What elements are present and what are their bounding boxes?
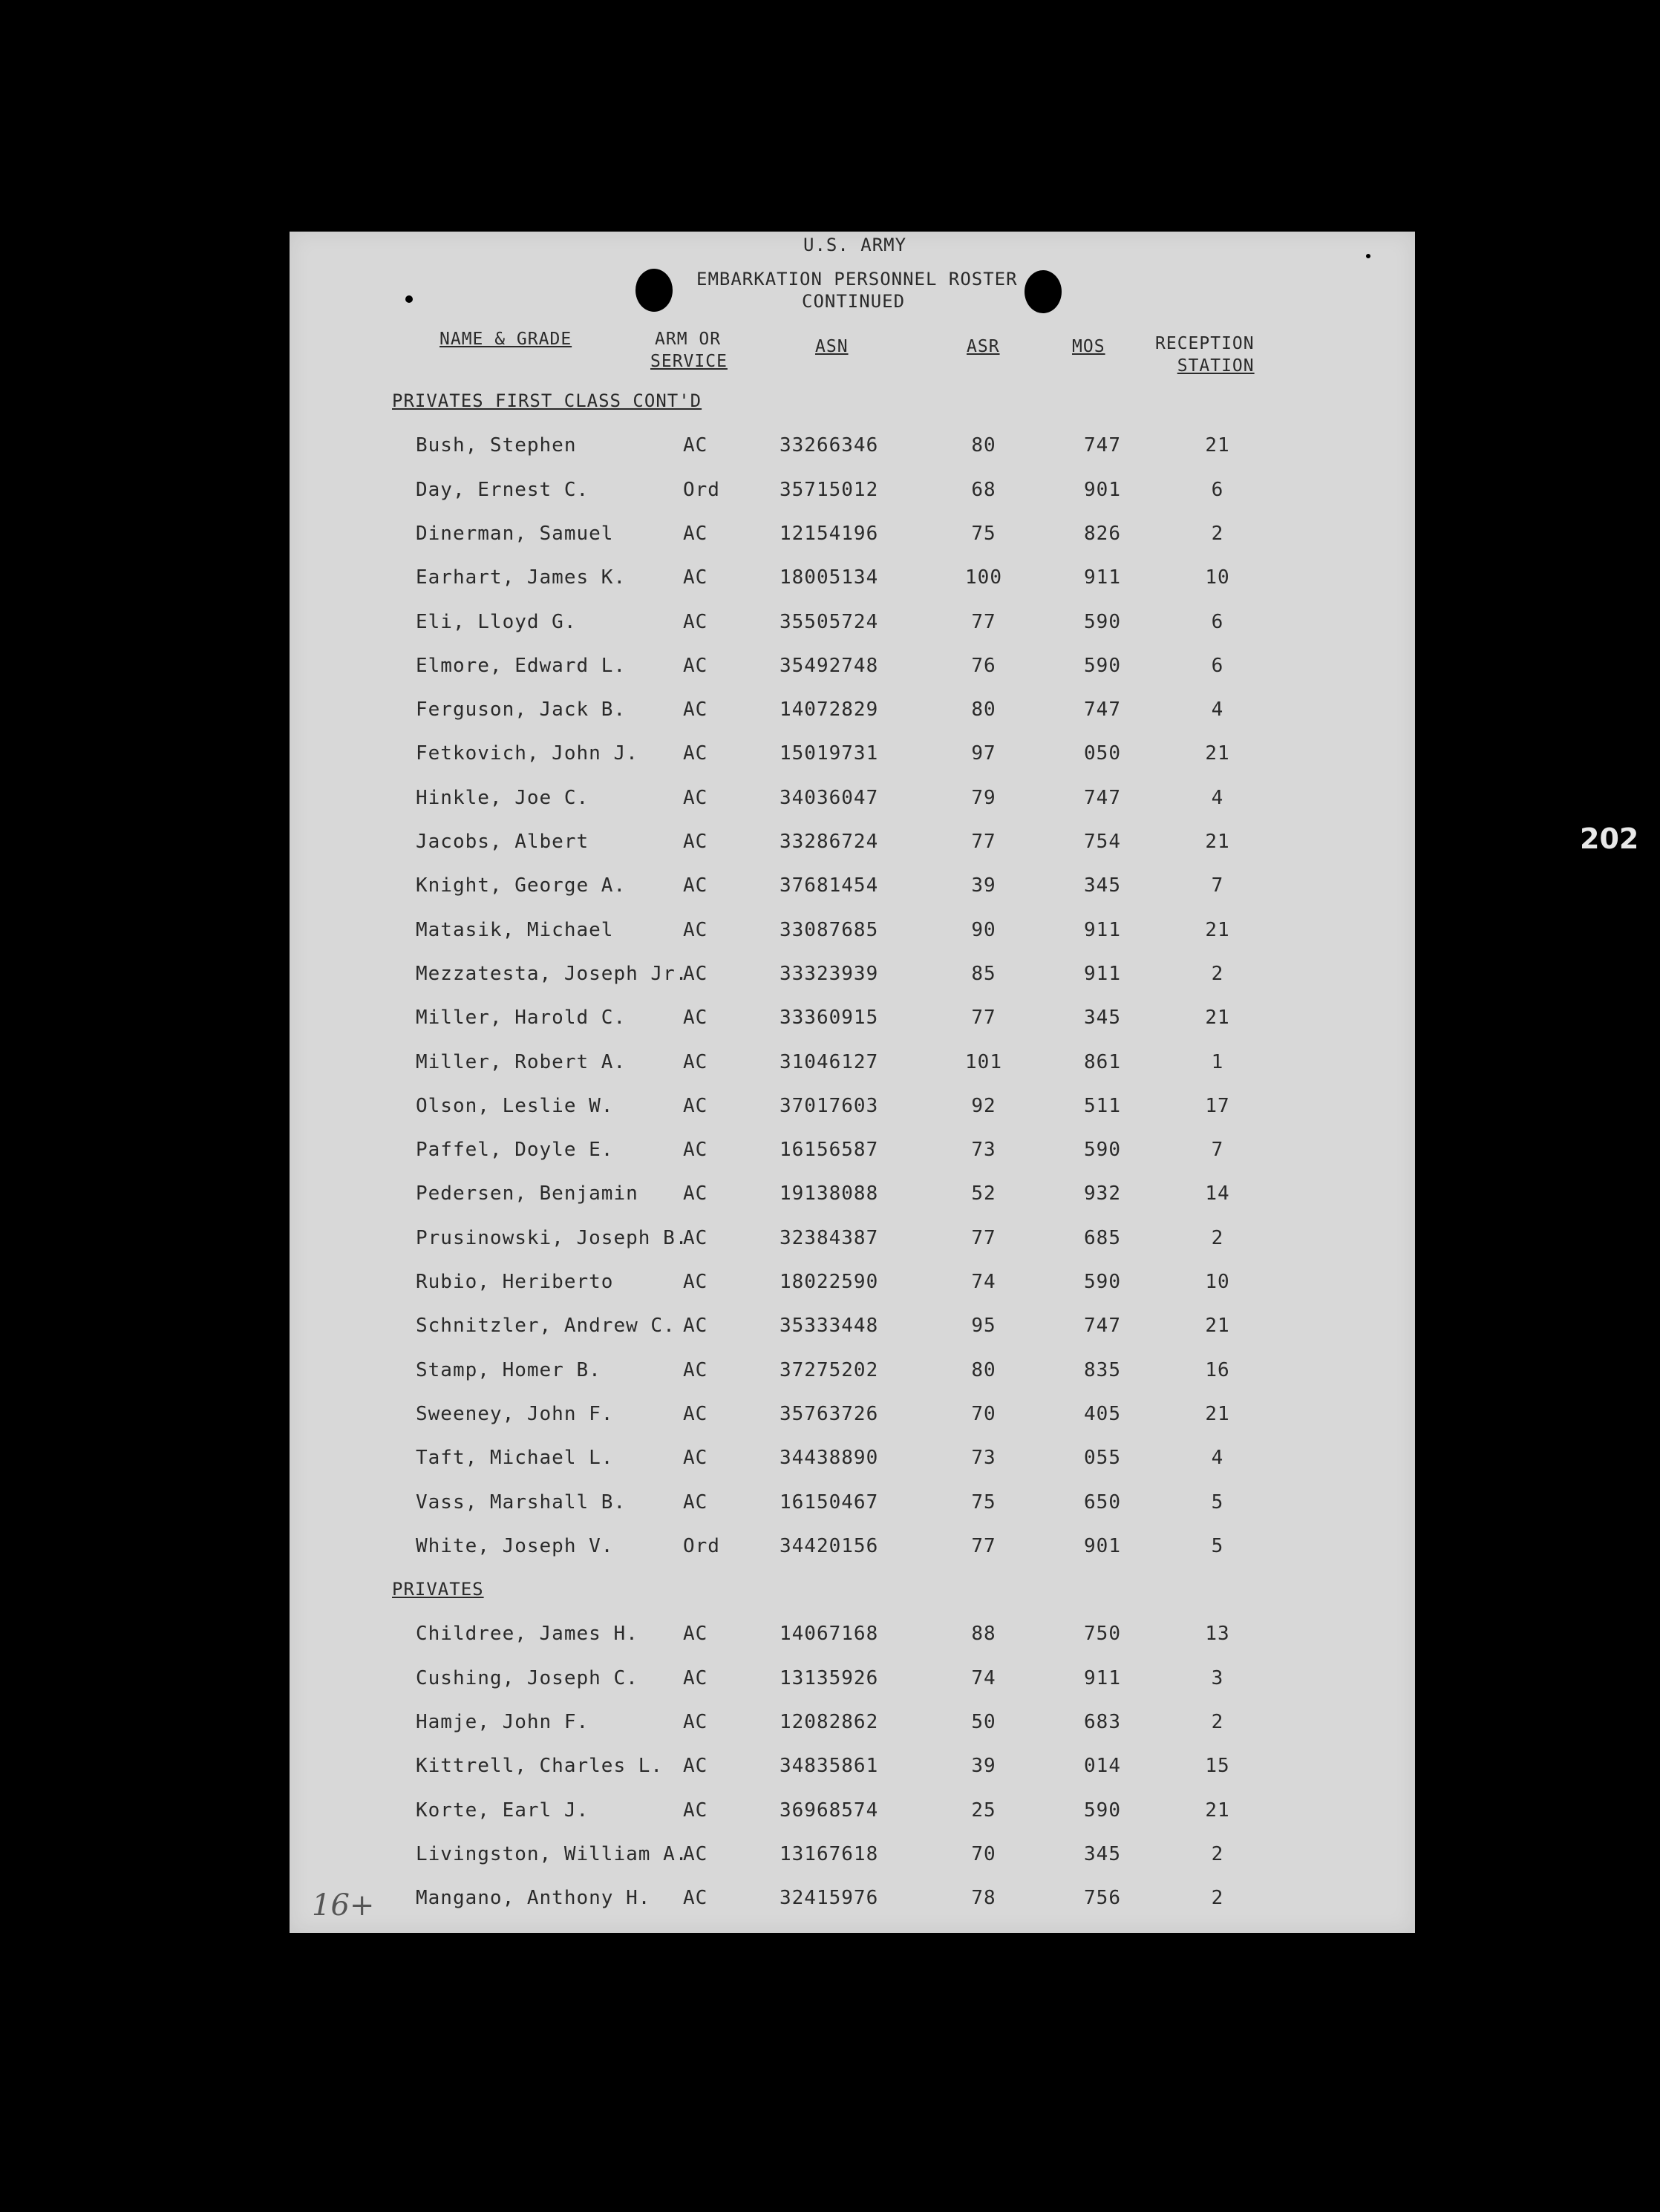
- soldier-name-grade: White, Joseph V.: [416, 1534, 614, 1557]
- reception-station: 21: [1205, 434, 1230, 457]
- asr-score: 70: [971, 1842, 996, 1865]
- soldier-name-grade: Vass, Marshall B.: [416, 1491, 627, 1514]
- reception-station: 6: [1211, 610, 1224, 633]
- asr-score: 75: [971, 1491, 996, 1514]
- reception-station: 4: [1211, 698, 1224, 721]
- soldier-name-grade: Sweeney, John F.: [416, 1402, 614, 1425]
- mos-code: 511: [1084, 1094, 1121, 1117]
- table-row: [290, 1447, 1415, 1476]
- arm-or-service: AC: [683, 786, 708, 809]
- arm-or-service: AC: [683, 1139, 708, 1162]
- army-serial-number: 35492748: [780, 654, 879, 677]
- soldier-name-grade: Pedersen, Benjamin: [416, 1182, 638, 1205]
- table-row: [290, 434, 1415, 464]
- soldier-name-grade: Jacobs, Albert: [416, 831, 589, 853]
- section-heading: PRIVATES: [392, 1579, 484, 1600]
- army-serial-number: 34420156: [780, 1534, 879, 1557]
- mos-code: 590: [1084, 1271, 1121, 1293]
- arm-or-service: AC: [683, 1842, 708, 1865]
- reception-station: 6: [1211, 654, 1224, 677]
- arm-or-service: AC: [683, 1491, 708, 1514]
- mos-code: 754: [1084, 831, 1121, 853]
- mos-code: 650: [1084, 1491, 1121, 1514]
- reception-station: 15: [1205, 1755, 1230, 1778]
- soldier-name-grade: Miller, Robert A.: [416, 1050, 627, 1073]
- asr-score: 77: [971, 1534, 996, 1557]
- arm-or-service: AC: [683, 1447, 708, 1470]
- soldier-name-grade: Day, Ernest C.: [416, 478, 589, 501]
- punch-hole-right: [1025, 270, 1062, 313]
- reception-station: 13: [1205, 1623, 1230, 1646]
- arm-or-service: AC: [683, 1007, 708, 1030]
- mos-code: 685: [1084, 1226, 1121, 1249]
- mos-code: 911: [1084, 962, 1121, 985]
- speck: [405, 295, 413, 303]
- arm-or-service: AC: [683, 1182, 708, 1205]
- reception-station: 3: [1211, 1666, 1224, 1689]
- asr-score: 100: [965, 566, 1002, 589]
- mos-code: 055: [1084, 1447, 1121, 1470]
- mos-code: 747: [1084, 786, 1121, 809]
- arm-or-service: AC: [683, 1094, 708, 1117]
- reception-station: 2: [1211, 1887, 1224, 1910]
- arm-or-service: AC: [683, 1358, 708, 1381]
- reception-station: 2: [1211, 522, 1224, 545]
- arm-or-service: AC: [683, 1623, 708, 1646]
- mos-code: 901: [1084, 478, 1121, 501]
- table-row: [290, 1271, 1415, 1300]
- asr-score: 78: [971, 1887, 996, 1910]
- table-row: [290, 919, 1415, 949]
- soldier-name-grade: Hamje, John F.: [416, 1711, 589, 1733]
- mos-code: 345: [1084, 1007, 1121, 1030]
- table-row: [290, 1491, 1415, 1521]
- arm-or-service: AC: [683, 1666, 708, 1689]
- asr-score: 75: [971, 522, 996, 545]
- soldier-name-grade: Childree, James H.: [416, 1623, 638, 1646]
- table-row: [290, 787, 1415, 817]
- army-serial-number: 18022590: [780, 1271, 879, 1293]
- table-row: [290, 1403, 1415, 1433]
- table-row: [290, 1227, 1415, 1257]
- mos-code: 747: [1084, 1315, 1121, 1338]
- punch-hole-left: [635, 269, 673, 312]
- asr-score: 50: [971, 1711, 996, 1733]
- soldier-name-grade: Taft, Michael L.: [416, 1447, 614, 1470]
- army-serial-number: 32415976: [780, 1887, 879, 1910]
- arm-or-service: AC: [683, 1887, 708, 1910]
- column-header-asn: ASN: [815, 337, 849, 356]
- asr-score: 92: [971, 1094, 996, 1117]
- reception-station: 2: [1211, 1711, 1224, 1733]
- soldier-name-grade: Schnitzler, Andrew C.: [416, 1315, 676, 1338]
- table-row: [290, 1182, 1415, 1212]
- soldier-name-grade: Dinerman, Samuel: [416, 522, 614, 545]
- asr-score: 39: [971, 874, 996, 897]
- reception-station: 21: [1205, 1007, 1230, 1030]
- reception-station: 14: [1205, 1182, 1230, 1205]
- soldier-name-grade: Cushing, Joseph C.: [416, 1666, 638, 1689]
- table-row: [290, 1007, 1415, 1036]
- army-serial-number: 34835861: [780, 1755, 879, 1778]
- asr-score: 80: [971, 1358, 996, 1381]
- reception-station: 21: [1205, 918, 1230, 941]
- soldier-name-grade: Olson, Leslie W.: [416, 1094, 614, 1117]
- army-serial-number: 33360915: [780, 1007, 879, 1030]
- reception-station: 2: [1211, 1226, 1224, 1249]
- army-serial-number: 35763726: [780, 1402, 879, 1425]
- arm-or-service: AC: [683, 918, 708, 941]
- arm-or-service: AC: [683, 522, 708, 545]
- asr-score: 95: [971, 1315, 996, 1338]
- table-row: [290, 1799, 1415, 1829]
- asr-score: 74: [971, 1271, 996, 1293]
- asr-score: 97: [971, 742, 996, 765]
- soldier-name-grade: Bush, Stephen: [416, 434, 577, 457]
- reception-station: 6: [1211, 478, 1224, 501]
- army-serial-number: 18005134: [780, 566, 879, 589]
- arm-or-service: AC: [683, 874, 708, 897]
- army-serial-number: 37017603: [780, 1094, 879, 1117]
- column-header-arm-line1: ARM OR: [655, 330, 722, 349]
- soldier-name-grade: Korte, Earl J.: [416, 1799, 589, 1822]
- reception-station: 4: [1211, 1447, 1224, 1470]
- soldier-name-grade: Mangano, Anthony H.: [416, 1887, 651, 1910]
- column-header-name-grade: NAME & GRADE: [439, 330, 572, 349]
- army-serial-number: 34036047: [780, 786, 879, 809]
- column-header-arm-service: [650, 328, 728, 373]
- mos-code: 861: [1084, 1050, 1121, 1073]
- table-row: [290, 698, 1415, 728]
- soldier-name-grade: Stamp, Homer B.: [416, 1358, 601, 1381]
- reception-station: 21: [1205, 1315, 1230, 1338]
- table-row: [290, 655, 1415, 684]
- mos-code: 911: [1084, 566, 1121, 589]
- asr-score: 80: [971, 434, 996, 457]
- arm-or-service: AC: [683, 1799, 708, 1822]
- asr-score: 77: [971, 1007, 996, 1030]
- army-serial-number: 16150467: [780, 1491, 879, 1514]
- column-header-reception-line2: STATION: [1177, 356, 1255, 376]
- arm-or-service: AC: [683, 1050, 708, 1073]
- arm-or-service: AC: [683, 1271, 708, 1293]
- army-serial-number: 34438890: [780, 1447, 879, 1470]
- asr-score: 77: [971, 831, 996, 853]
- arm-or-service: AC: [683, 434, 708, 457]
- army-serial-number: 35715012: [780, 478, 879, 501]
- table-row: [290, 963, 1415, 992]
- asr-score: 68: [971, 478, 996, 501]
- army-serial-number: 12082862: [780, 1711, 879, 1733]
- table-row: [290, 1359, 1415, 1389]
- pencil-margin-note: 16+: [312, 1888, 375, 1923]
- table-row: [290, 1711, 1415, 1741]
- soldier-name-grade: Mezzatesta, Joseph Jr.: [416, 962, 688, 985]
- reception-station: 10: [1205, 566, 1230, 589]
- table-row: [290, 1843, 1415, 1873]
- army-serial-number: 15019731: [780, 742, 879, 765]
- asr-score: 70: [971, 1402, 996, 1425]
- document-subtitle: CONTINUED: [802, 291, 906, 312]
- table-row: [290, 874, 1415, 904]
- soldier-name-grade: Rubio, Heriberto: [416, 1271, 614, 1293]
- arm-or-service: AC: [683, 742, 708, 765]
- soldier-name-grade: Knight, George A.: [416, 874, 627, 897]
- army-serial-number: 37681454: [780, 874, 879, 897]
- arm-or-service: Ord: [683, 1534, 720, 1557]
- mos-code: 050: [1084, 742, 1121, 765]
- army-serial-number: 36968574: [780, 1799, 879, 1822]
- mos-code: 932: [1084, 1182, 1121, 1205]
- table-row: [290, 611, 1415, 641]
- reception-station: 7: [1211, 1139, 1224, 1162]
- arm-or-service: AC: [683, 831, 708, 853]
- army-serial-number: 33286724: [780, 831, 879, 853]
- table-row: [290, 1667, 1415, 1697]
- document-top-title: U.S. ARMY: [803, 235, 907, 255]
- asr-score: 25: [971, 1799, 996, 1822]
- asr-score: 88: [971, 1623, 996, 1646]
- soldier-name-grade: Livingston, William A.: [416, 1842, 688, 1865]
- asr-score: 52: [971, 1182, 996, 1205]
- column-header-reception-station: [1155, 333, 1255, 377]
- asr-score: 73: [971, 1447, 996, 1470]
- soldier-name-grade: Miller, Harold C.: [416, 1007, 627, 1030]
- mos-code: 345: [1084, 874, 1121, 897]
- soldier-name-grade: Kittrell, Charles L.: [416, 1755, 664, 1778]
- table-row: [290, 742, 1415, 772]
- asr-score: 90: [971, 918, 996, 941]
- table-row: [290, 479, 1415, 508]
- army-serial-number: 13167618: [780, 1842, 879, 1865]
- soldier-name-grade: Matasik, Michael: [416, 918, 614, 941]
- arm-or-service: AC: [683, 962, 708, 985]
- reception-station: 1: [1211, 1050, 1224, 1073]
- army-serial-number: 35333448: [780, 1315, 879, 1338]
- arm-or-service: AC: [683, 610, 708, 633]
- arm-or-service: AC: [683, 1315, 708, 1338]
- soldier-name-grade: Earhart, James K.: [416, 566, 627, 589]
- arm-or-service: AC: [683, 1402, 708, 1425]
- army-serial-number: 32384387: [780, 1226, 879, 1249]
- army-serial-number: 35505724: [780, 610, 879, 633]
- army-serial-number: 12154196: [780, 522, 879, 545]
- army-serial-number: 13135926: [780, 1666, 879, 1689]
- arm-or-service: Ord: [683, 478, 720, 501]
- section-heading: PRIVATES FIRST CLASS CONT'D: [392, 390, 702, 411]
- arm-or-service: AC: [683, 1711, 708, 1733]
- table-row: [290, 1755, 1415, 1784]
- army-serial-number: 19138088: [780, 1182, 879, 1205]
- army-serial-number: 37275202: [780, 1358, 879, 1381]
- table-row: [290, 566, 1415, 596]
- reception-station: 2: [1211, 1842, 1224, 1865]
- table-row: [290, 831, 1415, 860]
- roster-page: [290, 232, 1639, 1933]
- reception-station: 17: [1205, 1094, 1230, 1117]
- asr-score: 80: [971, 698, 996, 721]
- table-row: [290, 1315, 1415, 1344]
- arm-or-service: AC: [683, 698, 708, 721]
- army-serial-number: 14067168: [780, 1623, 879, 1646]
- table-row: [290, 1623, 1415, 1652]
- mos-code: 747: [1084, 698, 1121, 721]
- mos-code: 756: [1084, 1887, 1121, 1910]
- army-serial-number: 31046127: [780, 1050, 879, 1073]
- army-serial-number: 33323939: [780, 962, 879, 985]
- reception-station: 21: [1205, 1799, 1230, 1822]
- mos-code: 590: [1084, 654, 1121, 677]
- mos-code: 345: [1084, 1842, 1121, 1865]
- table-row: [290, 523, 1415, 552]
- table-row: [290, 1051, 1415, 1081]
- reception-station: 21: [1205, 831, 1230, 853]
- reception-station: 21: [1205, 742, 1230, 765]
- mos-code: 901: [1084, 1534, 1121, 1557]
- speck: [1366, 254, 1370, 258]
- column-header-asr: ASR: [967, 337, 1000, 356]
- column-header-mos: MOS: [1072, 337, 1105, 356]
- table-row: [290, 1887, 1415, 1917]
- asr-score: 79: [971, 786, 996, 809]
- arm-or-service: AC: [683, 1226, 708, 1249]
- army-serial-number: 16156587: [780, 1139, 879, 1162]
- mos-code: 911: [1084, 1666, 1121, 1689]
- soldier-name-grade: Prusinowski, Joseph B.: [416, 1226, 688, 1249]
- soldier-name-grade: Eli, Lloyd G.: [416, 610, 577, 633]
- table-row: [290, 1139, 1415, 1168]
- soldier-name-grade: Elmore, Edward L.: [416, 654, 627, 677]
- asr-score: 77: [971, 1226, 996, 1249]
- soldier-name-grade: Hinkle, Joe C.: [416, 786, 589, 809]
- arm-or-service: AC: [683, 566, 708, 589]
- asr-score: 74: [971, 1666, 996, 1689]
- table-row: [290, 1535, 1415, 1565]
- army-serial-number: 14072829: [780, 698, 879, 721]
- document-title: EMBARKATION PERSONNEL ROSTER: [696, 269, 1018, 289]
- page-number-stamp: 202: [1580, 822, 1639, 855]
- table-row: [290, 1095, 1415, 1125]
- asr-score: 39: [971, 1755, 996, 1778]
- mos-code: 590: [1084, 610, 1121, 633]
- reception-station: 5: [1211, 1534, 1224, 1557]
- mos-code: 911: [1084, 918, 1121, 941]
- soldier-name-grade: Paffel, Doyle E.: [416, 1139, 614, 1162]
- reception-station: 10: [1205, 1271, 1230, 1293]
- mos-code: 405: [1084, 1402, 1121, 1425]
- asr-score: 73: [971, 1139, 996, 1162]
- asr-score: 77: [971, 610, 996, 633]
- army-serial-number: 33087685: [780, 918, 879, 941]
- reception-station: 21: [1205, 1402, 1230, 1425]
- asr-score: 85: [971, 962, 996, 985]
- reception-station: 16: [1205, 1358, 1230, 1381]
- reception-station: 4: [1211, 786, 1224, 809]
- mos-code: 835: [1084, 1358, 1121, 1381]
- arm-or-service: AC: [683, 654, 708, 677]
- asr-score: 101: [965, 1050, 1002, 1073]
- soldier-name-grade: Fetkovich, John J.: [416, 742, 638, 765]
- reception-station: 5: [1211, 1491, 1224, 1514]
- reception-station: 7: [1211, 874, 1224, 897]
- mos-code: 014: [1084, 1755, 1121, 1778]
- mos-code: 826: [1084, 522, 1121, 545]
- mos-code: 590: [1084, 1139, 1121, 1162]
- reception-station: 2: [1211, 962, 1224, 985]
- mos-code: 590: [1084, 1799, 1121, 1822]
- army-serial-number: 33266346: [780, 434, 879, 457]
- column-header-reception-line1: RECEPTION: [1155, 334, 1255, 353]
- asr-score: 76: [971, 654, 996, 677]
- column-header-arm-line2: SERVICE: [650, 352, 728, 371]
- mos-code: 683: [1084, 1711, 1121, 1733]
- mos-code: 750: [1084, 1623, 1121, 1646]
- arm-or-service: AC: [683, 1755, 708, 1778]
- soldier-name-grade: Ferguson, Jack B.: [416, 698, 627, 721]
- mos-code: 747: [1084, 434, 1121, 457]
